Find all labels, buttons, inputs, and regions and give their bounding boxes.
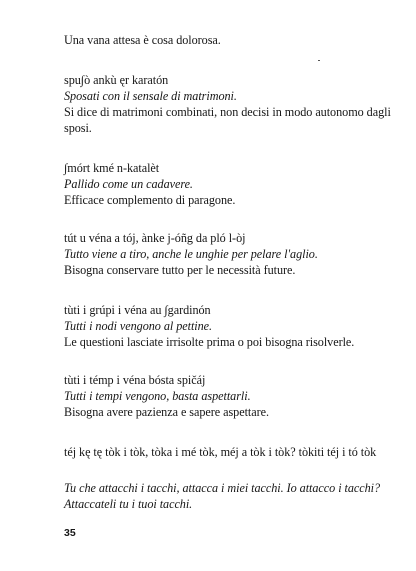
proverb-1-translation: Sposati con il sensale di matrimoni. bbox=[64, 89, 237, 103]
proverb-4-dialect: tùti i grúpi i véna au ∫gardinón bbox=[64, 303, 211, 317]
proverb-2-dialect: ∫mórt kmé n-katalèt bbox=[64, 161, 160, 175]
proverb-4-explanation: Le questioni lasciate irrisolte prima o poi bisogna risolverle. bbox=[64, 335, 355, 349]
proverb-5-translation: Tutti i tempi vengono, basta aspettarli. bbox=[64, 389, 251, 403]
proverb-4-translation: Tutti i nodi vengono al pettine. bbox=[64, 319, 213, 333]
proverb-1-explanation-line-2: sposi. bbox=[64, 121, 92, 135]
proverb-2-translation: Pallido come un cadavere. bbox=[64, 177, 193, 191]
proverb-6-dialect: téj kę tę tòk i tòk, tòka i mé tòk, méj a tòk i tòk? tòkiti téj i tó tòk bbox=[64, 445, 377, 459]
proverb-3-explanation: Bisogna conservare tutto per le necessità future. bbox=[64, 263, 296, 277]
page-number: 35 bbox=[64, 527, 76, 539]
proverb-5-dialect: tùti i témp i véna bósta spičáj bbox=[64, 373, 206, 387]
intro-line: Una vana attesa è cosa dolorosa. bbox=[64, 33, 221, 47]
proverb-2-explanation: Efficace complemento di paragone. bbox=[64, 193, 236, 207]
proverb-3-dialect: tút u véna a tój, ànke j-óñg da pló l-òj bbox=[64, 231, 246, 245]
proverb-6-translation-line-2: Attaccateli tu i tuoi tacchi. bbox=[64, 497, 193, 511]
proverb-5-explanation: Bisogna avere pazienza e sapere aspettare. bbox=[64, 405, 269, 419]
proverb-1-explanation-line-1: Si dice di matrimoni combinati, non decisi in modo autonomo dagli bbox=[64, 105, 391, 119]
print-speck bbox=[318, 60, 320, 61]
proverb-3-translation: Tutto viene a tiro, anche le unghie per pelare l'aglio. bbox=[64, 247, 318, 261]
proverb-6-translation-line-1: Tu che attacchi i tacchi, attacca i miei tacchi. Io attacco i tacchi? bbox=[64, 481, 381, 495]
proverb-1-dialect: spu∫ò ankù ęr karatón bbox=[64, 73, 169, 87]
